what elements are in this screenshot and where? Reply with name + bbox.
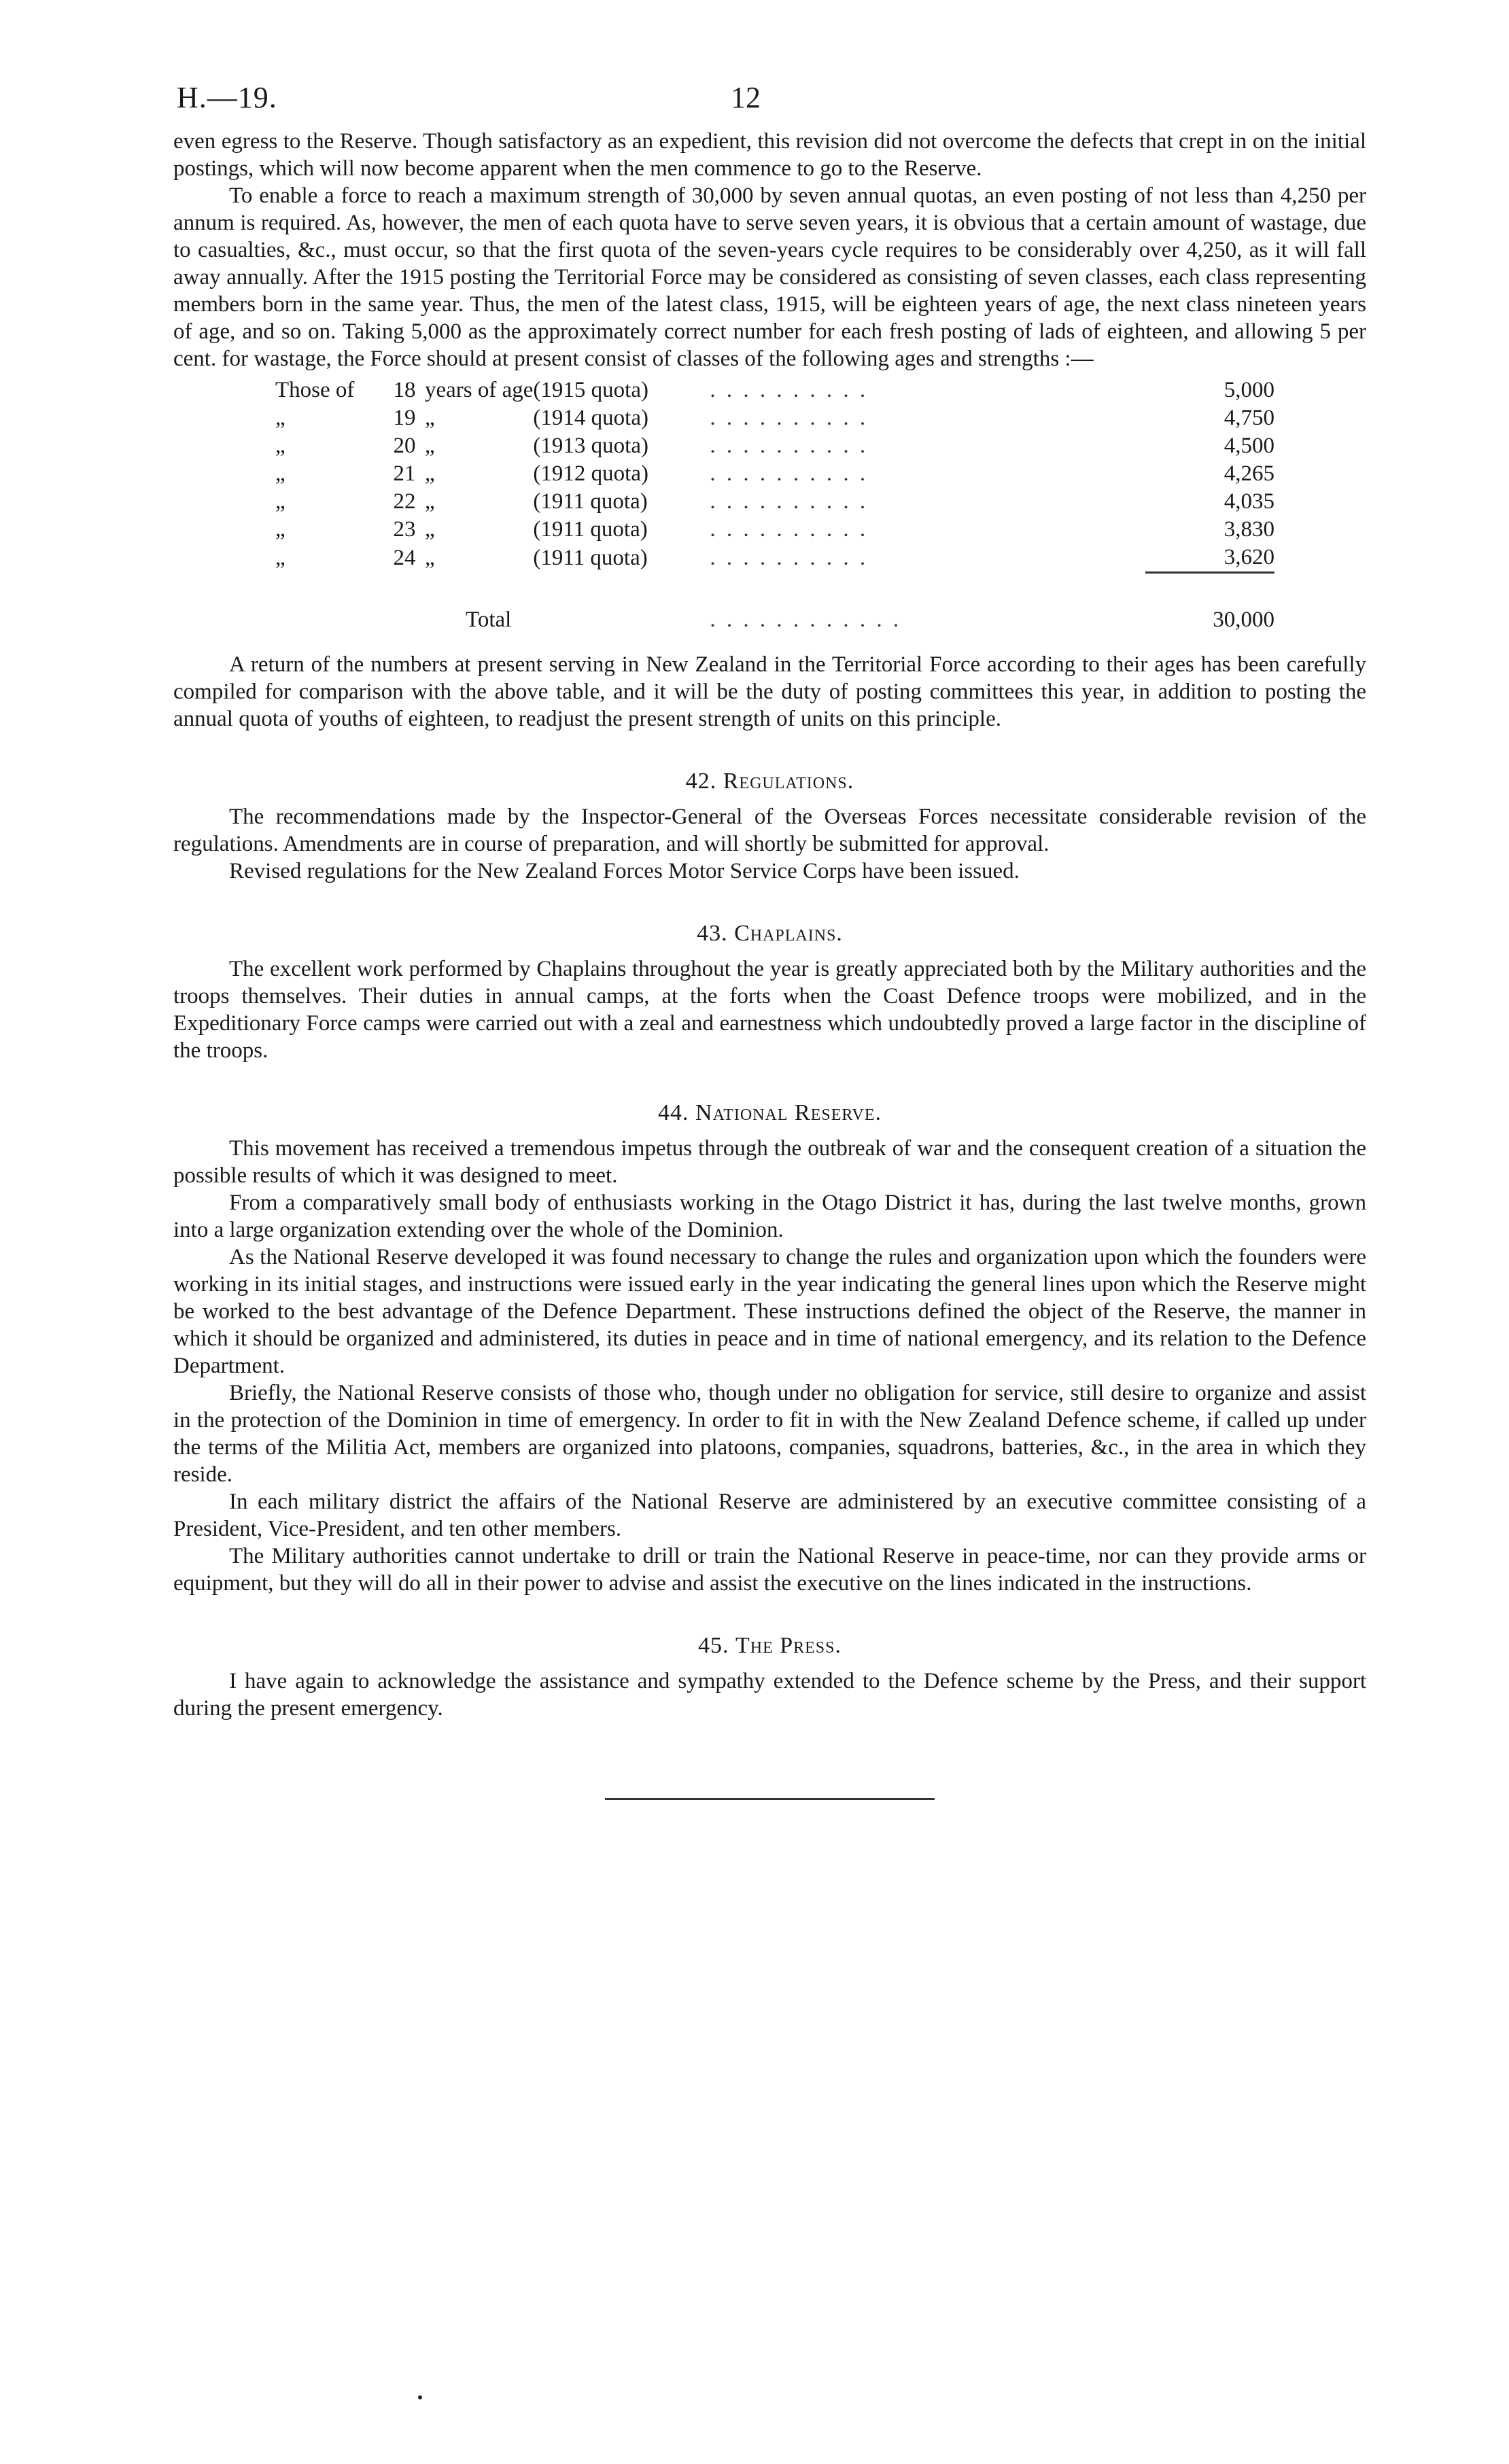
total-value: 30,000: [1213, 607, 1274, 632]
table-row: [275, 488, 1274, 516]
row-leader: . . . . . . . . . .: [710, 434, 869, 458]
row-prefix: „: [275, 489, 285, 514]
total-rule-row: [275, 573, 1274, 601]
row-leader: . . . . . . . . . .: [710, 545, 869, 570]
page-number: 12: [731, 81, 761, 114]
row-leader: . . . . . . . . . .: [710, 489, 869, 514]
row-quota: (1911 quota): [533, 545, 648, 570]
after-table-paragraph: A return of the numbers at present serving in New Zealand in the Territorial Force according to their ages has been carefully compiled for comparison with the above table, and it will be the duty of posting committees this year, in addition to posting the annual quota of youths of eighteen, to readjust the present strength of units on this principle.: [173, 652, 1366, 731]
intro-paragraph-1: even egress to the Reserve. Though satisfactory as an expedient, this revision did not overcome the defects that crept in on the initial postings, which will now become apparent when the men commence to go to the Reserve.: [173, 129, 1366, 181]
row-leader: . . . . . . . . . .: [710, 378, 869, 402]
row-age: 19: [393, 406, 416, 430]
row-quota: (1915 quota): [533, 378, 648, 402]
row-prefix: „: [275, 545, 285, 570]
row-unit: „: [425, 406, 435, 430]
section-heading-national-reserve: [173, 1099, 1366, 1127]
document-page: [173, 80, 1366, 1800]
total-leader: . . . . . . . . . . . .: [710, 607, 902, 632]
row-unit: „: [425, 517, 435, 542]
section-heading-regulations: [173, 768, 1366, 795]
table-row: [275, 376, 1274, 404]
quota-table: [275, 376, 1274, 639]
row-prefix: „: [275, 434, 285, 458]
row-unit: „: [425, 545, 435, 570]
row-quota: (1911 quota): [533, 489, 648, 514]
section-paragraph: The recommendations made by the Inspector-General of the Overseas Forces necessitate considerable revision of the regulations. Amendments are in course of preparation, and will shortly be submitted for approval.: [173, 804, 1366, 856]
row-age: 22: [393, 489, 416, 514]
total-label: Total: [466, 607, 512, 632]
section-paragraph: In each military district the affairs of the National Reserve are administered by an executive committee consisting of a President, Vice-President, and ten other members.: [173, 1489, 1366, 1541]
section-title: National Reserve.: [695, 1099, 882, 1125]
section-title: Chaplains.: [734, 920, 843, 946]
section-paragraph: The excellent work performed by Chaplains throughout the year is greatly appreciated both by the Military authorities and the troops themselves. Their duties in annual camps, at the forts when the Coast Defence troops were mobilized, and in the Expeditionary Force camps were carried out with a zeal and earnestness which undoubtedly proved a large factor in the discipline of the troops.: [173, 956, 1366, 1063]
document-code: H.—19.: [177, 81, 277, 114]
row-age: 21: [393, 461, 416, 486]
row-value: 4,035: [1224, 489, 1274, 514]
row-leader: . . . . . . . . . .: [710, 406, 869, 430]
row-quota: (1914 quota): [533, 406, 648, 430]
row-unit: years of age: [425, 378, 534, 402]
section-paragraph: Revised regulations for the New Zealand Forces Motor Service Corps have been issued.: [229, 858, 1020, 883]
row-quota: (1913 quota): [533, 434, 648, 458]
total-row: [275, 601, 1274, 639]
section-number: 43.: [697, 920, 728, 946]
section-number: 42.: [685, 768, 717, 794]
row-unit: „: [425, 489, 435, 514]
table-row: [275, 432, 1274, 460]
row-prefix: „: [275, 406, 285, 430]
section-heading-chaplains: [173, 920, 1366, 947]
row-value: 4,265: [1224, 461, 1274, 486]
table-row: [275, 544, 1274, 573]
page-speck-dot: [418, 2395, 422, 2399]
section-number: 45.: [697, 1632, 729, 1658]
total-rule: [1145, 573, 1274, 601]
row-age: 20: [393, 434, 416, 458]
section-heading-the-press: [173, 1632, 1366, 1659]
intro-paragraph-2: To enable a force to reach a maximum strength of 30,000 by seven annual quotas, an even posting of not less than 4,250 per annum is required. As, however, the men of each quota have to serve seven years, it is obvious that a certain amount of wastage, due to casualties, &c., must occur, so that the first quota of the seven-years cycle requires to be considerably over 4,250, as it will fall away annually. After the 1915 posting the Territorial Force may be considered as consisting of seven classes, each class representing members born in the same year. Thus, the men of the latest class, 1915, will be eighteen years of age, the next class nineteen years of age, and so on. Taking 5,000 as the approximately correct number for each fresh posting of lads of eighteen, and allowing 5 per cent. for wastage, the Force should at present consist of classes of the following ages and strengths :—: [173, 183, 1366, 371]
row-leader: . . . . . . . . . .: [710, 517, 869, 542]
row-prefix: Those of: [275, 378, 355, 402]
row-unit: „: [425, 434, 435, 458]
section-paragraph: As the National Reserve developed it was found necessary to change the rules and organization upon which the founders were working in its initial stages, and instructions were issued early in the year indicating the general lines upon which the Reserve might be worked to the best advantage of the Defence Department. These instructions defined the object of the Reserve, the manner in which it should be organized and administered, its duties in peace and in time of national emergency, and its relation to the Defence Department.: [173, 1244, 1366, 1378]
row-value: 3,830: [1224, 517, 1274, 542]
table-row: [275, 460, 1274, 488]
row-age: 24: [393, 545, 416, 570]
table-row: [275, 516, 1274, 544]
row-value: 4,500: [1224, 434, 1274, 458]
row-age: 23: [393, 517, 416, 542]
section-paragraph: Briefly, the National Reserve consists of those who, though under no obligation for service, still desire to organize and assist in the protection of the Dominion in time of emergency. In order to fit in with the New Zealand Defence scheme, if called up under the terms of the Militia Act, members are organized into platoons, companies, squadrons, batteries, &c., in the area in which they reside.: [173, 1380, 1366, 1487]
row-unit: „: [425, 461, 435, 486]
page-header: [173, 80, 1366, 128]
row-age: 18: [393, 378, 416, 402]
section-paragraph: This movement has received a tremendous impetus through the outbreak of war and the consequent creation of a situation the possible results of which it was designed to meet.: [173, 1136, 1366, 1188]
section-title: Regulations.: [723, 768, 854, 794]
table-row: [275, 404, 1274, 432]
row-prefix: „: [275, 461, 285, 486]
section-paragraph: I have again to acknowledge the assistance and sympathy extended to the Defence scheme by the Press, and their support during the present emergency.: [173, 1668, 1366, 1721]
row-value: 4,750: [1224, 406, 1274, 430]
row-prefix: „: [275, 517, 285, 542]
row-leader: . . . . . . . . . .: [710, 461, 869, 486]
section-paragraph: The Military authorities cannot undertake to drill or train the National Reserve in peace-time, nor can they provide arms or equipment, but they will do all in their power to advise and assist the executive on the lines indicated in the instructions.: [173, 1543, 1366, 1596]
row-quota: (1912 quota): [533, 461, 648, 486]
row-value: 3,620: [1224, 545, 1274, 569]
row-value: 5,000: [1224, 378, 1274, 402]
end-rule-divider: [605, 1798, 935, 1800]
section-number: 44.: [658, 1099, 689, 1125]
row-quota: (1911 quota): [533, 517, 648, 542]
section-paragraph: From a comparatively small body of enthusiasts working in the Otago District it has, during the last twelve months, grown into a large organization extending over the whole of the Dominion.: [173, 1190, 1366, 1242]
section-title: The Press.: [735, 1632, 842, 1658]
